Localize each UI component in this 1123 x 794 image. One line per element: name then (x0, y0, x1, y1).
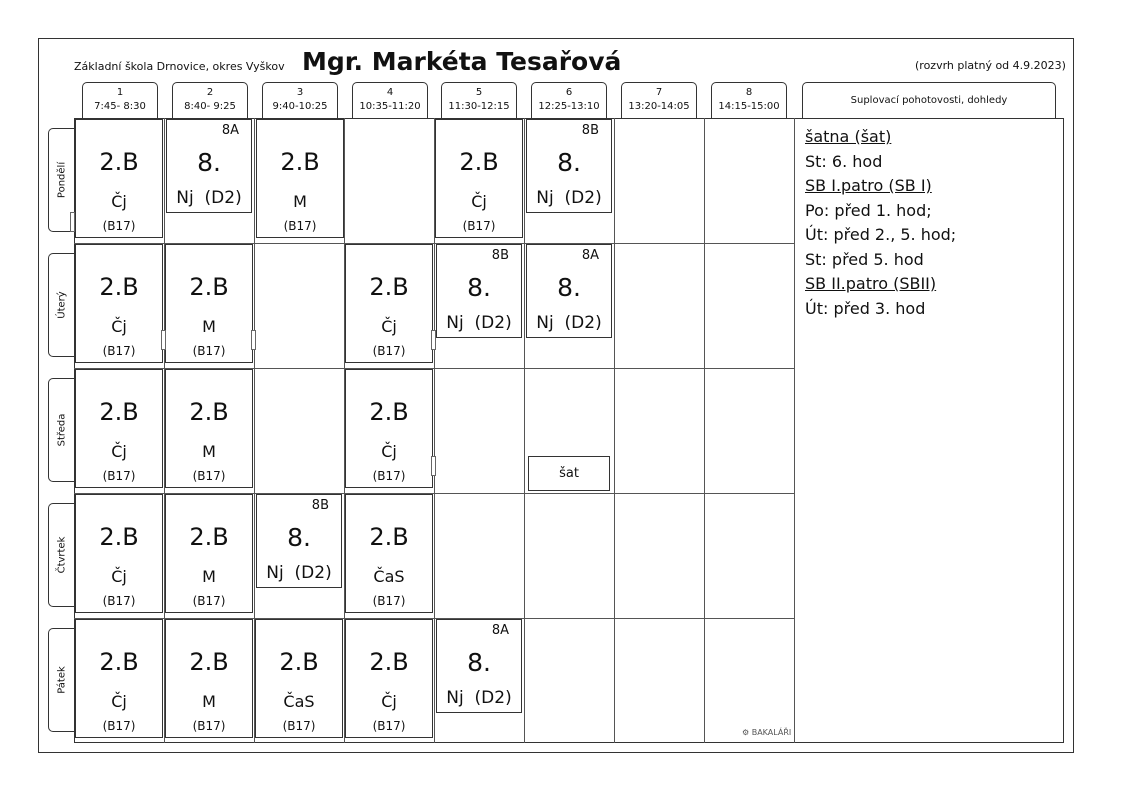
school-name: Základní škola Drnovice, okres Vyškov (74, 60, 285, 73)
lesson-card-group[interactable] (256, 494, 342, 588)
duty-item: Út: před 3. hod (805, 298, 926, 318)
duty-marker-icon (70, 212, 75, 232)
period-number: 6 (565, 87, 573, 98)
lesson-class: 2.B (459, 148, 499, 176)
lesson-subject: M (293, 192, 307, 211)
period-time: 9:40-10:25 (272, 101, 328, 112)
lesson-room: (B17) (102, 719, 136, 733)
period-time: 13:20-14:05 (628, 101, 690, 112)
lesson-class: 8. (287, 523, 311, 552)
period-time: 8:40- 9:25 (184, 101, 236, 112)
lesson-class: 8. (467, 273, 491, 302)
lesson-subject: Nj (D2) (536, 188, 602, 208)
lesson-card-group[interactable] (526, 119, 612, 213)
period-number: 7 (655, 87, 663, 98)
lesson-group: 8B (581, 123, 599, 138)
duty-card[interactable]: šat (528, 456, 610, 491)
lesson-card-group[interactable] (166, 119, 252, 213)
period-header (711, 82, 787, 118)
lesson-subject: Čj (111, 692, 127, 711)
lesson-subject: Čj (381, 692, 397, 711)
period-header (531, 82, 607, 118)
duty-marker-icon (431, 456, 436, 476)
duty-item: St: 6. hod (805, 151, 883, 171)
lesson-card[interactable] (75, 619, 163, 738)
day-label: Pátek (56, 666, 67, 694)
lesson-subject: Čj (471, 192, 487, 211)
lesson-subject: ČaS (373, 567, 405, 586)
period-time: 12:25-13:10 (538, 101, 600, 112)
duty-marker-icon (161, 330, 166, 350)
lesson-subject: M (202, 692, 216, 711)
lesson-card[interactable] (256, 119, 344, 238)
lesson-class: 2.B (279, 648, 319, 676)
lesson-subject: Nj (D2) (176, 188, 242, 208)
period-number: 3 (296, 87, 304, 98)
grid-line (614, 118, 615, 743)
duty-area-title: SB II.patro (SBII) (805, 274, 937, 293)
period-header (262, 82, 338, 118)
validity-note: (rozvrh platný od 4.9.2023) (915, 59, 1066, 72)
lesson-class: 8. (197, 148, 221, 177)
period-number: 8 (745, 87, 753, 98)
lesson-class: 2.B (280, 148, 320, 176)
period-time: 11:30-12:15 (448, 101, 510, 112)
day-label: Čtvrtek (56, 536, 67, 574)
lesson-subject: Nj (D2) (446, 313, 512, 333)
lesson-group: 8A (221, 123, 239, 138)
grid-line (704, 118, 705, 743)
lesson-card[interactable] (75, 119, 163, 238)
period-time: 14:15-15:00 (718, 101, 780, 112)
day-label: Úterý (56, 291, 67, 319)
lesson-subject: Čj (381, 442, 397, 461)
lesson-room: (B17) (102, 219, 136, 233)
day-label: Pondělí (56, 161, 67, 199)
day-header (48, 628, 74, 732)
period-header (82, 82, 158, 118)
lesson-card[interactable] (255, 619, 343, 738)
lesson-card-group[interactable] (436, 244, 522, 338)
duty-item: St: před 5. hod (805, 249, 924, 269)
lesson-subject: Čj (111, 317, 127, 336)
grid-line (794, 118, 795, 743)
lesson-class: 2.B (369, 523, 409, 551)
grid-line (524, 118, 525, 743)
lesson-card-group[interactable] (526, 244, 612, 338)
lesson-class: 2.B (189, 648, 229, 676)
period-header (172, 82, 248, 118)
lesson-class: 8. (467, 648, 491, 677)
lesson-room: (B17) (372, 594, 406, 608)
lesson-class: 2.B (99, 148, 139, 176)
lesson-card[interactable] (345, 494, 433, 613)
duty-marker-icon (431, 330, 436, 350)
lesson-subject: Nj (D2) (446, 688, 512, 708)
lesson-class: 2.B (99, 398, 139, 426)
lesson-class: 2.B (189, 273, 229, 301)
day-header (48, 503, 74, 607)
duty-marker-icon (251, 330, 256, 350)
lesson-group: 8A (491, 623, 509, 638)
lesson-room: (B17) (192, 469, 226, 483)
period-time: 10:35-11:20 (359, 101, 421, 112)
duty-area-title: SB I.patro (SB I) (805, 176, 932, 195)
period-time: 7:45- 8:30 (94, 101, 146, 112)
duty-list (805, 125, 956, 321)
period-number: 1 (116, 87, 124, 98)
lesson-room: (B17) (372, 344, 406, 358)
lesson-card[interactable] (75, 244, 163, 363)
lesson-subject: M (202, 317, 216, 336)
period-header (352, 82, 428, 118)
lesson-group: 8A (581, 248, 599, 263)
lesson-card-group[interactable] (436, 619, 522, 713)
logo-text: BAKALÁŘI (751, 728, 792, 737)
lesson-card[interactable] (165, 494, 253, 613)
lesson-card[interactable] (75, 494, 163, 613)
lesson-subject: Nj (D2) (536, 313, 602, 333)
lesson-card[interactable] (435, 119, 523, 238)
logo-icon: ⚙ (742, 728, 750, 737)
lesson-group: 8B (491, 248, 509, 263)
lesson-subject: Čj (111, 567, 127, 586)
duty-item: Út: před 2., 5. hod; (805, 225, 957, 244)
day-header (48, 378, 74, 482)
lesson-room: (B17) (282, 719, 316, 733)
lesson-class: 2.B (369, 648, 409, 676)
lesson-subject: M (202, 442, 216, 461)
lesson-class: 2.B (189, 398, 229, 426)
period-header (441, 82, 517, 118)
lesson-subject: Čj (111, 442, 127, 461)
period-number: 5 (475, 87, 483, 98)
lesson-room: (B17) (102, 594, 136, 608)
lesson-room: (B17) (102, 469, 136, 483)
lesson-card[interactable] (345, 619, 433, 738)
lesson-class: 2.B (99, 273, 139, 301)
period-number: 2 (206, 87, 214, 98)
duty-header: Suplovací pohotovosti, dohledy (802, 82, 1056, 118)
bakalari-logo (742, 728, 791, 737)
lesson-class: 8. (557, 273, 581, 302)
lesson-room: (B17) (192, 344, 226, 358)
duty-area-title: šatna (šat) (805, 127, 892, 146)
day-label: Středa (56, 413, 67, 447)
day-header (48, 253, 74, 357)
lesson-card[interactable] (75, 369, 163, 488)
lesson-card[interactable] (345, 244, 433, 363)
lesson-room: (B17) (192, 719, 226, 733)
duty-item: Po: před 1. hod; (805, 200, 932, 220)
lesson-room: (B17) (192, 594, 226, 608)
teacher-name: Mgr. Markéta Tesařová (302, 47, 622, 76)
lesson-card[interactable] (345, 369, 433, 488)
lesson-subject: Čj (111, 192, 127, 211)
lesson-class: 8. (557, 148, 581, 177)
lesson-subject: ČaS (283, 692, 315, 711)
lesson-card[interactable] (165, 369, 253, 488)
lesson-room: (B17) (372, 719, 406, 733)
period-header (621, 82, 697, 118)
lesson-subject: Čj (381, 317, 397, 336)
lesson-card[interactable] (165, 619, 253, 738)
period-number: 4 (386, 87, 394, 98)
lesson-subject: M (202, 567, 216, 586)
lesson-class: 2.B (189, 523, 229, 551)
lesson-room: (B17) (372, 469, 406, 483)
lesson-room: (B17) (283, 219, 317, 233)
lesson-room: (B17) (102, 344, 136, 358)
lesson-card[interactable] (165, 244, 253, 363)
lesson-class: 2.B (369, 398, 409, 426)
lesson-class: 2.B (99, 523, 139, 551)
lesson-class: 2.B (369, 273, 409, 301)
lesson-subject: Nj (D2) (266, 563, 332, 583)
lesson-room: (B17) (462, 219, 496, 233)
lesson-group: 8B (311, 498, 329, 513)
lesson-class: 2.B (99, 648, 139, 676)
